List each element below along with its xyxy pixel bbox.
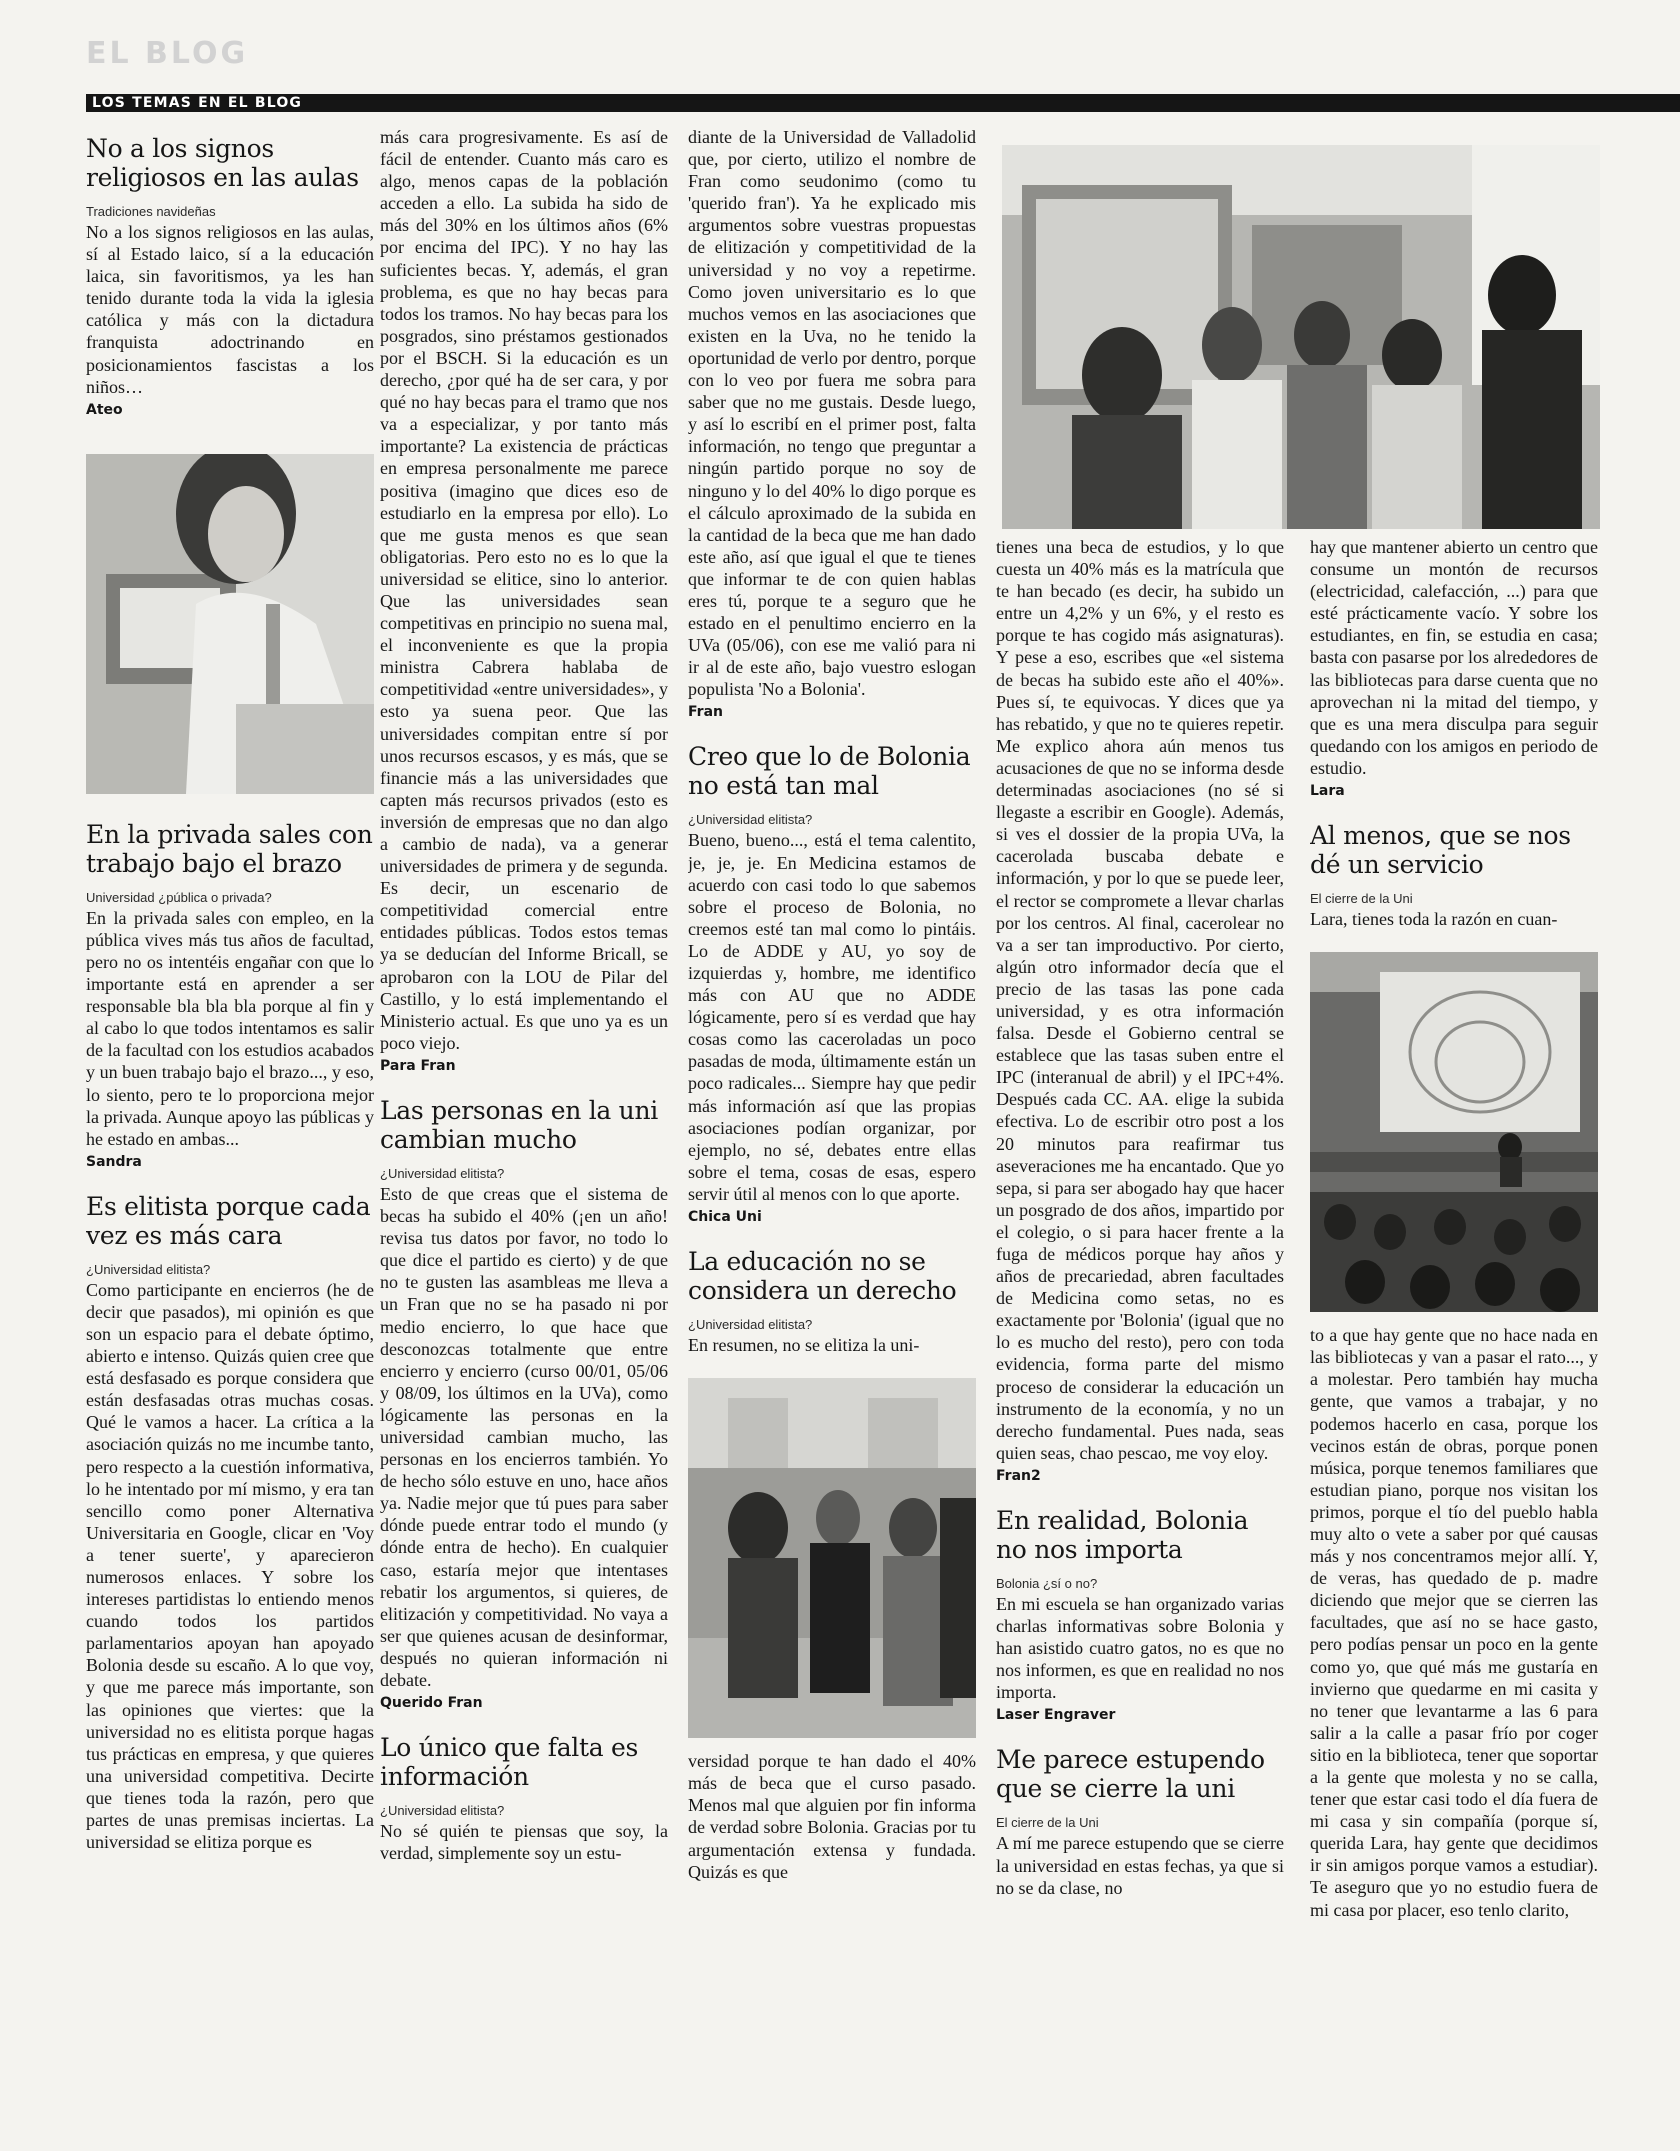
blog-post-continuation [996,536,1284,1484]
blog-post-continuation [380,126,668,1074]
post-category: Bolonia ¿sí o no? [996,1575,1098,1591]
post-author: Querido Fran [380,1695,483,1712]
post-body: Esto de que creas que el sistema de becas ha subido el 40% (¡en un año! revisa tus datos por favor, no todo lo que dice el partido es cierto) y de que no te gusten las asambleas me lleva a un Fran que no se ha pasado ni por medio encierro, lo que hace que desconozcas totalmente que entre encierro y encierro (curso 00/01, 05/06 y 08/09, los últimos en la UVa), como lógicamente las personas en la universidad cambian mucho, las personas en los encierros también. Yo de hecho sólo estuve en uno, hace años ya. Nadie mejor que tú pues para saber dónde puede entrar todo el mundo (y dónde entra de hecho). En cualquier caso, estaría mejor que intentases rebatir los argumentos, si quieres, de elitización y competitividad. No vaya a ser que quienes acusan de desinformar, después no quieran información ni debate. [380,1183,668,1690]
students-hallway-photo [688,1378,976,1738]
post-author: Lara [1310,783,1345,800]
post-title: En realidad, Bolonia no nos importa [996,1505,1249,1564]
post-body: hay que mantener abierto un centro que consume un montón de recursos (electricidad, calefacción, ...) para que esté prácticamente vacío. Y sobre los estudiantes, en fin, se estudia en casa; basta con pasarse por los alrededores de las bibliotecas para darse cuenta que no aprovechan ni la mitad del tiempo, y que es una mera disculpa para seguir quedando con los amigos en periodo de estudio. [1310,537,1598,778]
post-title: Al menos, que se nos dé un servicio [1310,821,1571,880]
blog-post-continuation [1310,1324,1598,1921]
student-lab-photo [86,454,374,794]
column-4 [996,536,1284,2106]
post-title: En la privada sales con trabajo bajo el brazo [86,819,373,878]
post-author: Sandra [86,1153,142,1170]
blog-post [688,742,976,1225]
column-2 [380,126,668,2106]
blog-post-continuation [688,1750,976,1883]
post-body: diante de la Universidad de Valladolid que, por cierto, utilizo el nombre de Fran como seudonimo (como tu 'querido fran'). Ya he explicado mis argumentos sobre vuestras propuestas de elitización y competitividad de la universidad y no voy a repetirme. Como joven universitario es lo que muchos vemos en las asociaciones que existen en la Uva, no he tenido la oportunidad de verlo por dentro, porque con lo veo por fuera me sobra para saber que no me gustais. Desde luego, y así lo escribí en el primer post, falta información, no tengo que preguntar a ningún partido porque no soy de ninguno y lo del 40% lo digo porque es el cálculo aproximado de la subida en la cantidad de la beca que me han dado este año, así que igual el que te tienes que informar te de con quien hablas eres tú, porque te a seguro que he estado en el penultimo encierro en la UVa (05/06), con ese me valió para ni ir al de este año, bajo vuestro eslogan populista 'No a Bolonia'. [688,127,976,700]
blog-post [1310,821,1598,930]
post-author: Fran [688,704,723,721]
post-author: Laser Engraver [996,1707,1116,1724]
post-body: En resumen, no se elitiza la uni- [688,1335,920,1356]
post-body: Bueno, bueno..., está el tema calentito, je, je, je. En Medicina estamos de acuerdo con casi todo lo que sabemos sobre el proceso de Bolonia, no creemos esté tan mal como lo pintáis. Lo de ADDE y AU, yo soy de izquierdas y, hombre, me identifico más con AU que no ADDE lógicamente, pero sí es verdad que hay cosas como las caceroladas un poco pasadas de moda, últimamente están un poco radicales... Siempre hay que pedir más información así que las propias asociaciones podían organizar, por ejemplo, no sé, debates entre ellas sobre el tema, cosas de esas, espero servir útil al menos con lo que aporte. [688,830,976,1204]
post-category: El cierre de la Uni [996,1815,1099,1831]
lecture-hall-photo [1310,952,1598,1312]
post-category: ¿Universidad elitista? [380,1165,505,1181]
blog-post [86,134,374,418]
post-title: No a los signos religiosos en las aulas [86,134,359,192]
blog-post [688,1247,976,1356]
blog-post-continuation [1310,536,1598,799]
students-noticeboard-photo [1002,145,1600,529]
post-body: Lara, tienes toda la razón en cuan- [1310,909,1558,930]
post-category: ¿Universidad elitista? [380,1803,505,1819]
post-body: No sé quién te piensas que soy, la verdad, simplemente soy un estu- [380,1821,668,1864]
post-body: A mí me parece estupendo que se cierre la universidad en estas fechas, ya que si no se da clase, no [996,1833,1284,1898]
blog-post [86,820,374,1170]
post-author: Fran2 [996,1467,1041,1484]
section-band-label: LOS TEMAS EN EL BLOG [92,95,303,111]
post-title: Creo que lo de Bolonia no está tan mal [688,742,971,801]
post-title: Es elitista porque cada vez es más cara [86,1191,371,1250]
column-5 [1310,536,1598,2106]
post-title: Me parece estupendo que se cierre la uni [996,1745,1265,1804]
post-body: tienes una beca de estudios, y lo que cuesta un 40% más es la matrícula que te han becado (es decir, ha subido un entre un 4,2% y un 6%, y el resto es porque te has cogido más asignaturas). Y pese a eso, escribes que «el sistema de becas ha subido este año el 40%». Pues sí, te equivocas. Y dices que ya has rebatido, y que no te quieres repetir. Me explico ahora aún menos tus acusaciones de que no se informa desde determinadas asociaciones (no sé si llegaste a escribir en Google). Además, si ves el dossier de la propia UVa, la cacerolada buscaba debate e información, y por lo que se puede leer, el rector se compromete a llevar charlas por los centros. Al final, cacerolear no va a ser tan improductivo. Por cierto, algún otro informador decía que el precio de las tasas las pone cada universidad, y es otra información falsa. Desde el Gobierno central se establece que las tasas suben entre el IPC (interanual de abril) y el IPC+4%. Después cada CC. AA. elige la subida efectiva. Lo de escribir otro post a los 20 minutos para reafirmar tus aseveraciones me ha encantado. Que yo sepa, si para ser abogado hay que hacer un posgrado de dos años, impartido por el colegio, o si para hacer frente a la fuga de médicos porque hay años y años de precariedad, abren facultades de Medicina como setas, no es exactamente por 'Bolonia' (igual que no lo es mucho del resto), pero con toda evidencia, forma parte del mismo proceso de considerar la educación un instrumento de la economía, y no un derecho fundamental. Pues nada, seas quien seas, chao pescao, me voy eloy. [996,537,1284,1463]
section-band [86,94,1680,112]
post-body: En mi escuela se han organizado varias charlas informativas sobre Bolonia y han asistido cuatro gatos, no es que no nos informen, es que en realidad no nos importa. [996,1593,1284,1703]
post-title: La educación no se considera un derecho [688,1247,957,1306]
blog-post [380,1733,668,1864]
blog-post-continuation [688,126,976,720]
post-title: Las personas en la uni cambian mucho [380,1095,658,1154]
post-author: Para Fran [380,1057,456,1074]
post-body: más cara progresivamente. Es así de fácil de entender. Cuanto más caro es algo, menos capas de la población acceden a ello. La subida ha sido de más del 30% en los últimos años (6% por encima del IPC). Y no hay las suficientes becas. Y, además, el gran problema, es que no hay becas para todos los tramos. No hay becas para los posgrados, sino préstamos gestionados por el BSCH. Si la educación es un derecho, ¿por qué ha de ser cara, y por qué no hay becas para el tramo que nos va a especializar, y por tanto más importante? La existencia de prácticas en empresa personalmente me parece positiva (imagino que dices eso de estudiarlo en la empresa por ello). Lo que me gusta menos es que sean obligatorias. Pero esto no es lo que la universidad se elitice, sino lo anterior. Que las universidades sean competitivas en principio no suena mal, el inconveniente es que la propia ministra Cabrera hablaba de competitividad «entre universidades», y esto ya suena peor. Que las universidades compitan entre sí por unos recursos escasos, y es más, que se financie más a las universidades que capten más recursos privados (esto es inversión de empresas que no dan algo a cambio de nada), va a generar universidades de primera y de segunda. Es decir, un escenario de competitividad comercial entre entidades públicas. Todos estos temas ya se deducían del Informe Bricall, se aprobaron con la LOU de Pilar del Castillo, y lo está implementando el Ministerio actual. Es que uno ya es un poco viejo. [380,127,668,1053]
post-author: Ateo [86,401,123,418]
blog-post [380,1096,668,1711]
post-category: El cierre de la Uni [1310,891,1413,907]
blog-masthead: EL BLOG [86,36,249,71]
blog-post [996,1506,1284,1723]
post-category: ¿Universidad elitista? [688,812,813,828]
post-body: No a los signos religiosos en las aulas, sí al Estado laico, sí a la educación laica, sin favoritismos, ya les han tenido durante toda la vida la iglesia católica y más con la dictadura franquista adoctrinando en posicionamientos fascistas a los niños… [86,222,374,397]
blog-post [86,1192,374,1853]
post-body: En la privada sales con empleo, en la pública vives más tus años de facultad, pero no os intentéis engañar con que lo importante está en aprender a ser responsable bla bla bla porque al fin y al cabo lo que todos intentamos es salir de la facultad con los estudios acabados y un buen trabajo bajo el brazo..., y eso, lo siento, pero te lo proporciona mejor la privada. Aunque apoyo las públicas y he estado en ambas... [86,907,374,1149]
column-3 [688,126,976,2106]
post-category: Universidad ¿pública o privada? [86,889,272,905]
post-body: to a que hay gente que no hace nada en las bibliotecas y van a pasar el rato..., y a molestar. Pero también hay mucha gente, que vamos a trabajar, y no podemos hacerlo en casa, porque los vecinos están de obras, porque ponen música, porque tenemos familiares que estudian piano, porque nos visitan los primos, porque el tío del pueblo habla muy alto o vete a saber por qué causas más y nos concentramos mejor allí. Y, de veras, has quedado de p. madre diciendo que mejor que se cierren las facultades, que así no se hace gasto, pero podías pensar un poco en la gente como yo, que qué más me gustaría en invierno que quedarme en mi casita y no tener que levantarme a las 6 para salir a la calle a pasar frío por coger sitio en la biblioteca, tener que soportar a la gente que molesta y no se calla, tener que estar casi todo el día fuera de mi casa y sin compañía (porque sí, querida Lara, hay gente que decidimos ir sin amigos porque vamos a estudiar). Te aseguro que yo no estudio fuera de mi casa por placer, eso tenlo clarito, [1310,1325,1598,1920]
post-category: ¿Universidad elitista? [688,1317,813,1333]
post-category: Tradiciones navideñas [86,204,216,219]
blog-post [996,1745,1284,1898]
post-body: Como participante en encierros (he de decir que pasados), mi opinión es que son un espacio para el debate óptimo, abierto e intenso. Quizás quien cree que está desfasado es porque considera que están desfasadas otras muchas cosas. Qué le vamos a hacer. La crítica a la asociación quizás no me incumbe tanto, pero respecto a la cuestión informativa, lo he intentado por mí mismo, y era tan sencillo como poner Alternativa Universitaria en Google, clicar en 'Voy a tener suerte', y aparecieron numerosos enlaces. Y sobre los intereses partidistas lo entiendo menos cuando todos los partidos parlamentarios apoyan han apoyado Bolonia desde su escaño. A lo que voy, y que me parece más importante, son las opiniones que viertes: que la universidad no es elitista porque hagas tus prácticas en empresa, y que quieres una universidad competitiva. Decirte que tienes toda la razón, pero que partes de unas premisas inciertas. La universidad se elitiza porque es [86,1279,374,1853]
column-1 [86,126,374,2106]
post-category: ¿Universidad elitista? [86,1261,211,1277]
post-author: Chica Uni [688,1209,762,1226]
post-title: Lo único que falta es información [380,1733,639,1792]
post-body: versidad porque te han dado el 40% más de beca que el curso pasado. Menos mal que alguien por fin informa de verdad sobre Bolonia. Gracias por tu argumentación extensa y fundada. Quizás es que [688,1751,976,1882]
